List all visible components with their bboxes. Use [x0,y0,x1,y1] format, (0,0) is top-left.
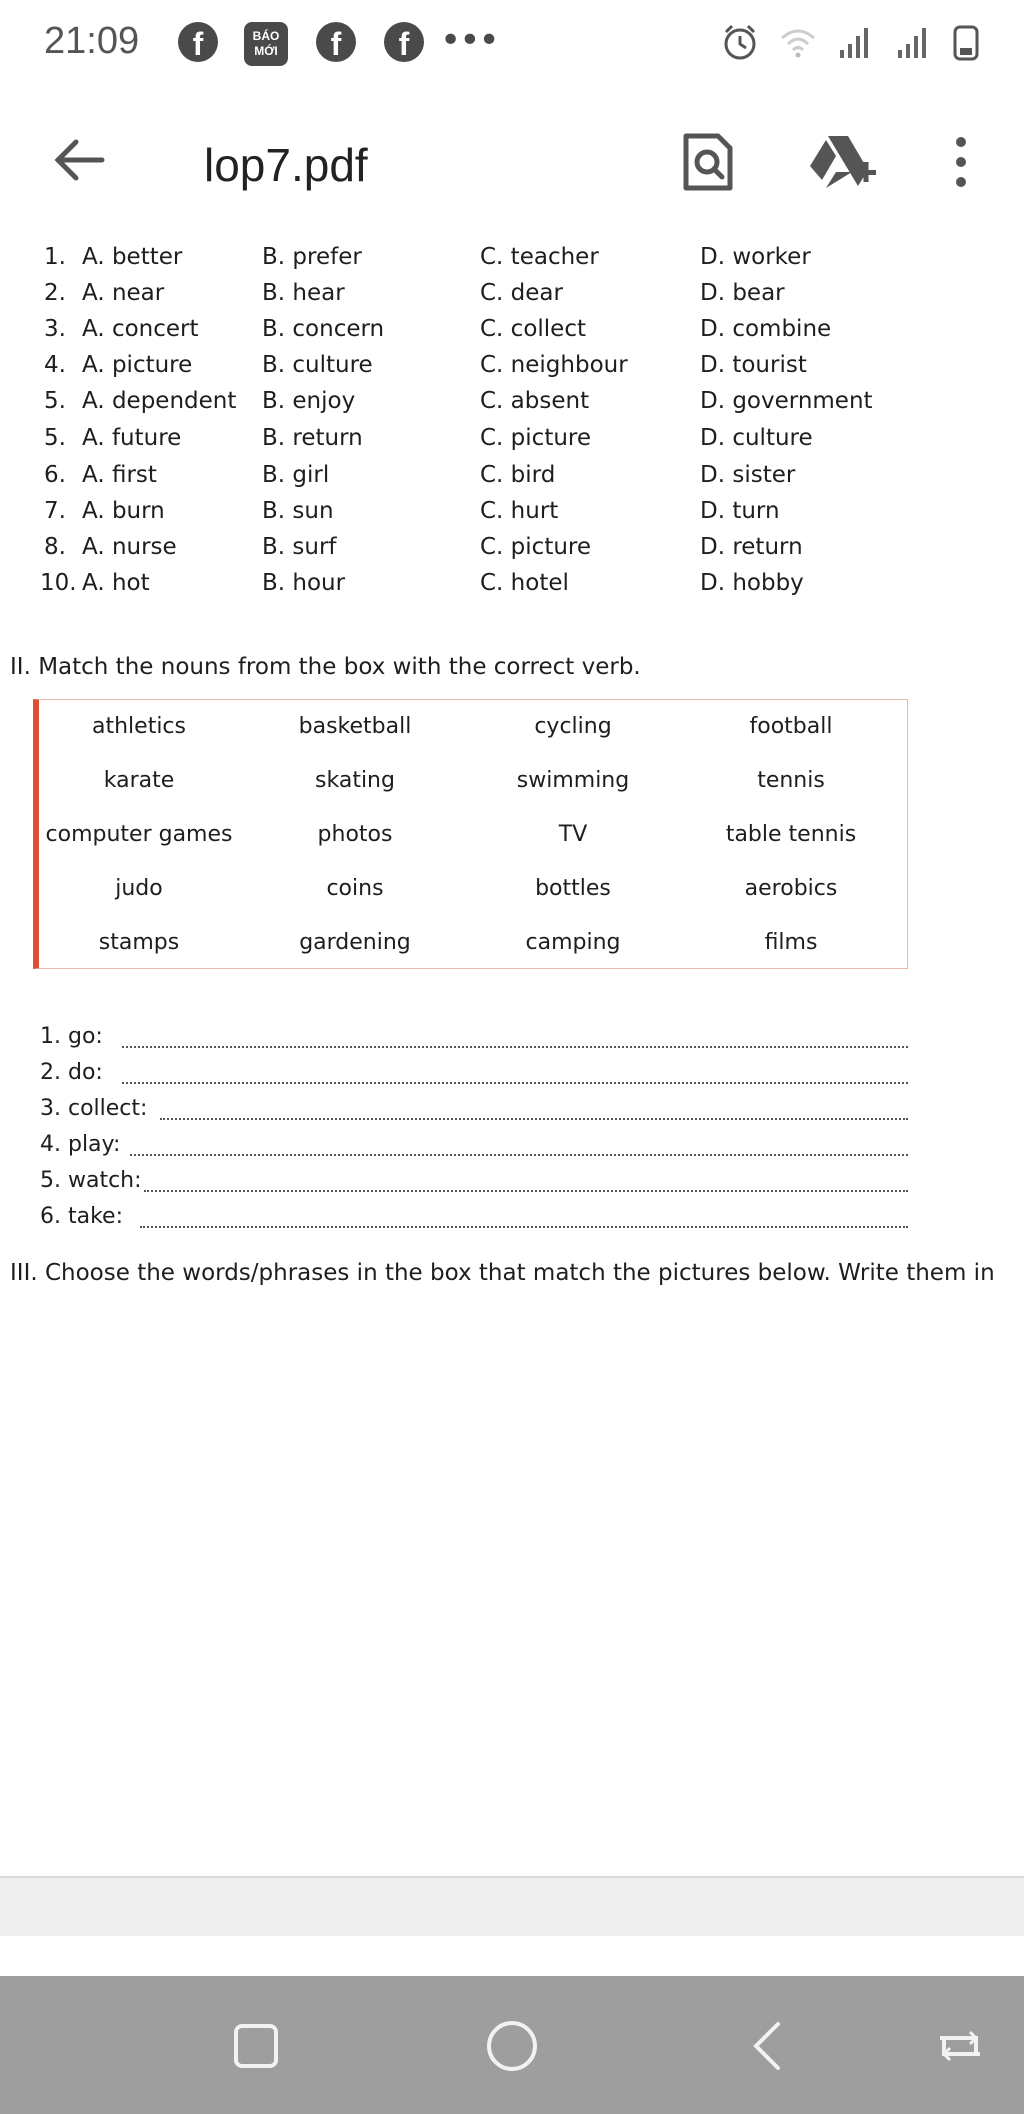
answer-line: 1. go: [40,1024,103,1049]
more-options-icon[interactable] [946,132,976,192]
noun-item: karate [103,768,175,793]
answer-line: 4. play: [40,1132,120,1157]
document-search-icon[interactable] [680,132,736,192]
recents-icon[interactable] [226,2016,286,2076]
noun-item: table tennis [725,822,857,847]
facebook-icon: f [316,22,356,62]
add-to-drive-icon[interactable] [806,132,878,192]
section-2-heading: II. Match the nouns from the box with the correct verb. [10,654,641,680]
noun-item: coins [326,876,384,901]
noun-item: basketball [298,714,412,739]
signal-icon [836,22,876,62]
back-icon[interactable] [738,2016,798,2076]
noun-item: gardening [299,930,411,955]
navigation-bar [0,1976,1024,2114]
app-bar [0,92,1024,245]
noun-item: bottles [535,876,611,901]
answer-line: 6. take: [40,1204,123,1229]
status-time: 21:09 [44,20,140,62]
noun-box [33,699,908,969]
rotate-screen-icon[interactable] [930,2016,990,2076]
noun-item: photos [317,822,393,847]
pdf-page[interactable]: 1. A. better B. prefer C. teacher D. worker 2. A. near B. hear C. dear D. bear 3. A. concert B. concern C. collect D. combine 4. A. picture B. culture C. neighbour D. tourist 5. A. dependent B. enjoy C. absent D. government 5. A. future B. return C. picture D. culture 6. A. first B. girl C. bird D. sister 7. A. burn B. sun C. hurt D. turn 8. A. nurse B. surf C. picture D. return 10. A. hot B. hour C. hotel D. hobby II. Match the nouns from the box with the correct verb. athletics basketball cycling football karate skating swimming tennis computer games photos TV table tennis judo coins bottles aerobics stamps gardening camping films 1. go: 2. do: 3. collect: 4. play: 5. watch: 6. take: III. Choose the words/phrases in the box that match the pictures below. Write them in [0,244,1024,1874]
noun-item: camping [525,930,621,955]
status-bar [0,0,1024,92]
answer-line: 2. do: [40,1060,103,1085]
section-3-heading: III. Choose the words/phrases in the box that match the pictures below. Write them in [10,1260,995,1286]
noun-item: cycling [534,714,612,739]
answer-line: 3. collect: [40,1096,147,1121]
battery-icon [952,22,980,62]
noun-item: stamps [98,930,180,955]
noun-item: skating [315,768,395,793]
facebook-icon: f [178,22,218,62]
noun-item: films [764,930,818,955]
document-title: lop7.pdf [204,139,368,191]
alarm-icon [720,22,760,62]
answer-line: 5. watch: [40,1168,142,1193]
noun-item: tennis [757,768,825,793]
facebook-icon: f [384,22,424,62]
noun-item: athletics [92,714,186,739]
more-notifications-icon: ••• [440,20,498,61]
noun-item: aerobics [744,876,838,901]
signal-icon [894,22,934,62]
noun-item: computer games [45,822,233,847]
noun-item: judo [115,876,163,901]
baomoi-icon: BÁO MỚI [244,22,288,66]
page-separator [0,1876,1024,1936]
wifi-icon [778,22,818,62]
noun-item: TV [558,822,588,847]
noun-item: football [749,714,833,739]
noun-item: swimming [516,768,630,793]
home-icon[interactable] [482,2016,542,2076]
back-arrow-icon[interactable] [50,130,110,190]
